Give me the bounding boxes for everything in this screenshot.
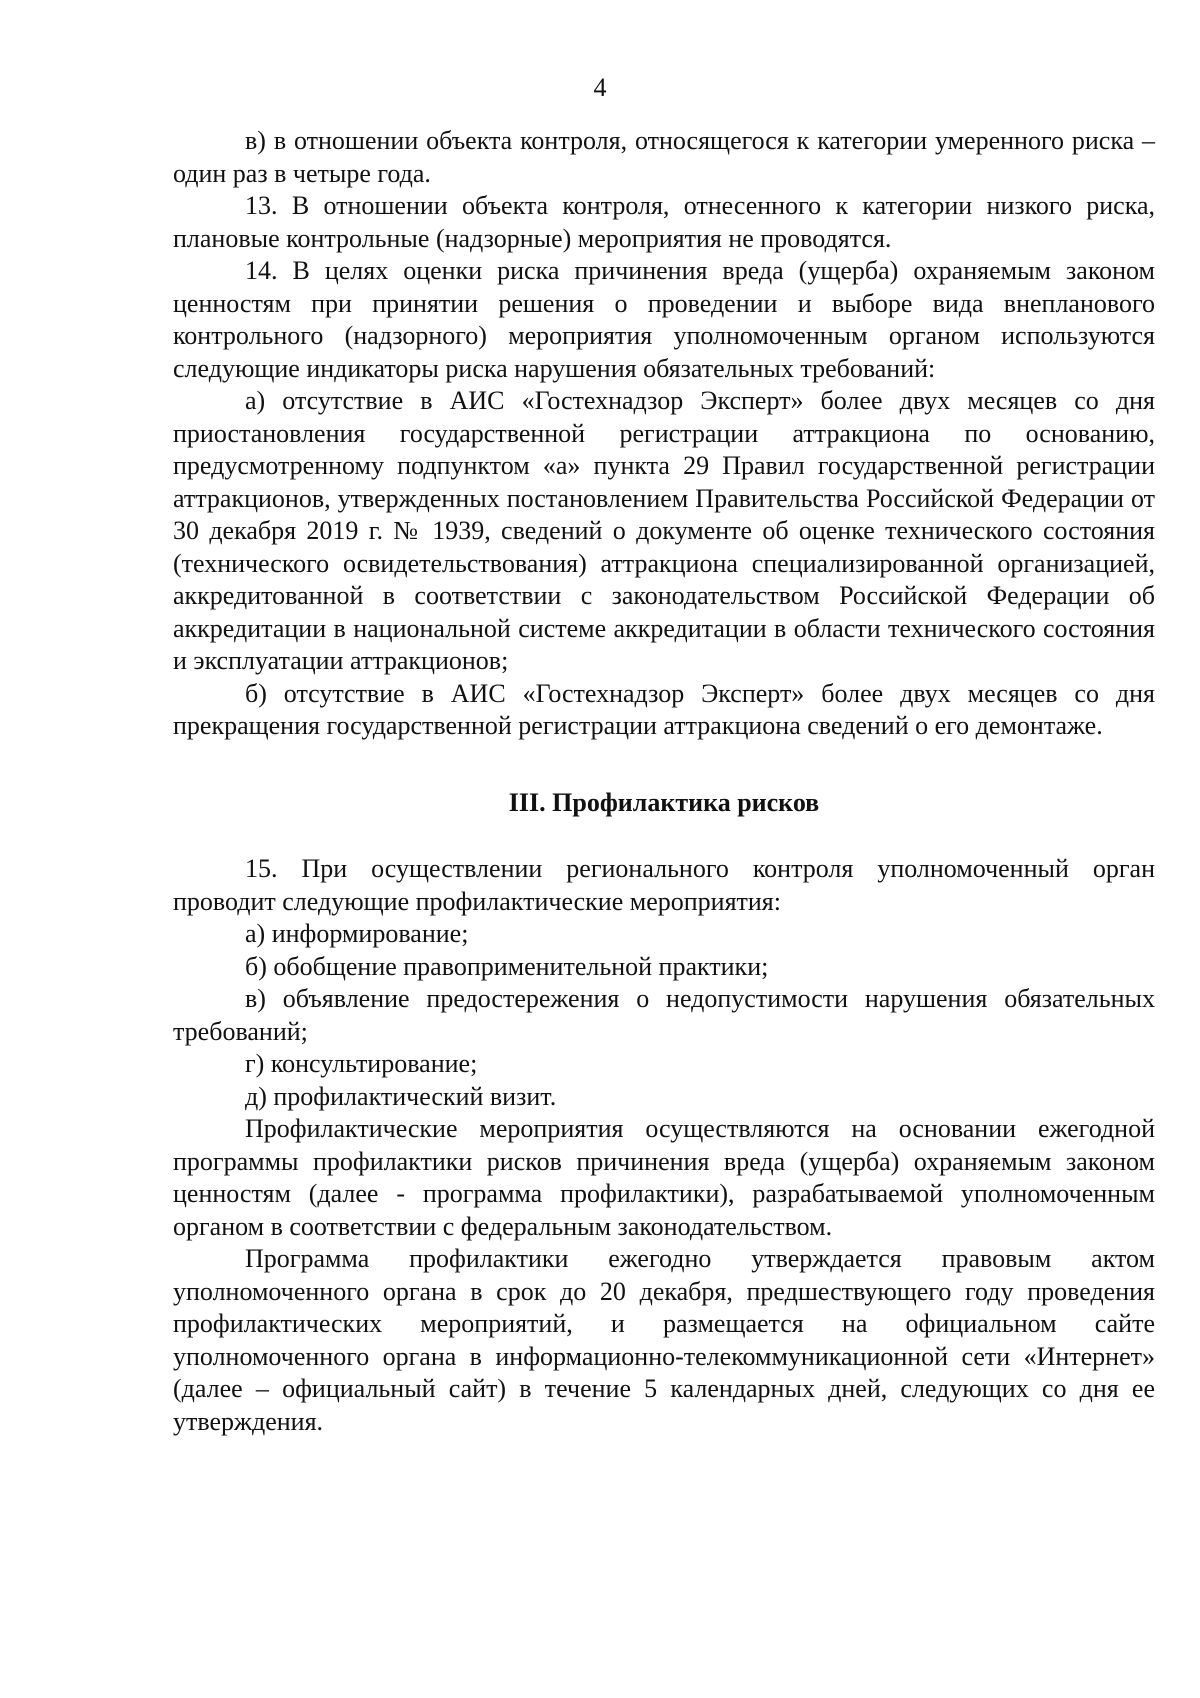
paragraph-13: 13. В отношении объекта контроля, отнесенного к категории низкого риска, плановые контрольные (надзорные) мероприятия не проводятся.: [173, 191, 1155, 253]
list-item-b: б) обобщение правоприменительной практики;: [245, 951, 769, 981]
document-body: [173, 125, 1155, 1438]
paragraph-program-approval: Программа профилактики ежегодно утверждается правовым актом уполномоченного органа в срок до 20 декабря, предшествующего году проведения профилактических мероприятий, и размещается на официальном сайте уполномоченного органа в информационно-телекоммуникационной сети «Интернет» (далее – официальный сайт) в течение 5 календарных дней, следующих со дня ее утверждения.: [173, 1244, 1155, 1436]
paragraph-prevention-program: Профилактические мероприятия осуществляются на основании ежегодной программы профилактики рисков причинения вреда (ущерба) охраняемым законом ценностям (далее - программа профилактики), разрабатываемой уполномоченным органом в соответствии с федеральным законодательством.: [173, 1114, 1155, 1241]
paragraph-15: 15. При осуществлении регионального контроля уполномоченный орган проводит следующие профилактические мероприятия:: [173, 854, 1155, 916]
paragraph-14: 14. В целях оценки риска причинения вреда (ущерба) охраняемым законом ценностям при принятии решения о проведении и выборе вида внепланового контрольного (надзорного) мероприятия уполномоченным органом используются следующие индикаторы риска нарушения обязательных требований:: [173, 256, 1155, 383]
list-item-g: г) консультирование;: [245, 1049, 478, 1078]
paragraph-14b: б) отсутствие в АИС «Гостехнадзор Эксперт» более двух месяцев со дня прекращения государственной регистрации аттракциона сведений о его демонтаже.: [173, 678, 1155, 740]
list-item-d: д) профилактический визит.: [245, 1081, 557, 1111]
paragraph-14a: а) отсутствие в АИС «Гостехнадзор Эксперт» более двух месяцев со дня приостановления государственной регистрации аттракциона по основанию, предусмотренному подпунктом «а» пункта 29 Правил государственной регистрации аттракционов, утвержденных постановлением Правительства Российской Федерации от 30 декабря 2019 г. № 1939, сведений о документе об оценке технического состояния (технического освидетельствования) аттракциона специализированной организацией, аккредитованной в соответствии с законодательством Российской Федерации об аккредитации в национальной системе аккредитации в области технического состояния и эксплуатации аттракционов;: [173, 386, 1155, 675]
section-heading: III. Профилактика рисков: [508, 787, 820, 817]
page-number: 4: [593, 73, 607, 102]
list-item-v: в) объявление предостережения о недопустимости нарушения обязательных требований;: [173, 984, 1155, 1046]
paragraph-12v: в) в отношении объекта контроля, относящегося к категории умеренного риска – один раз в четыре года.: [173, 126, 1155, 188]
list-item-a: а) информирование;: [245, 919, 469, 948]
